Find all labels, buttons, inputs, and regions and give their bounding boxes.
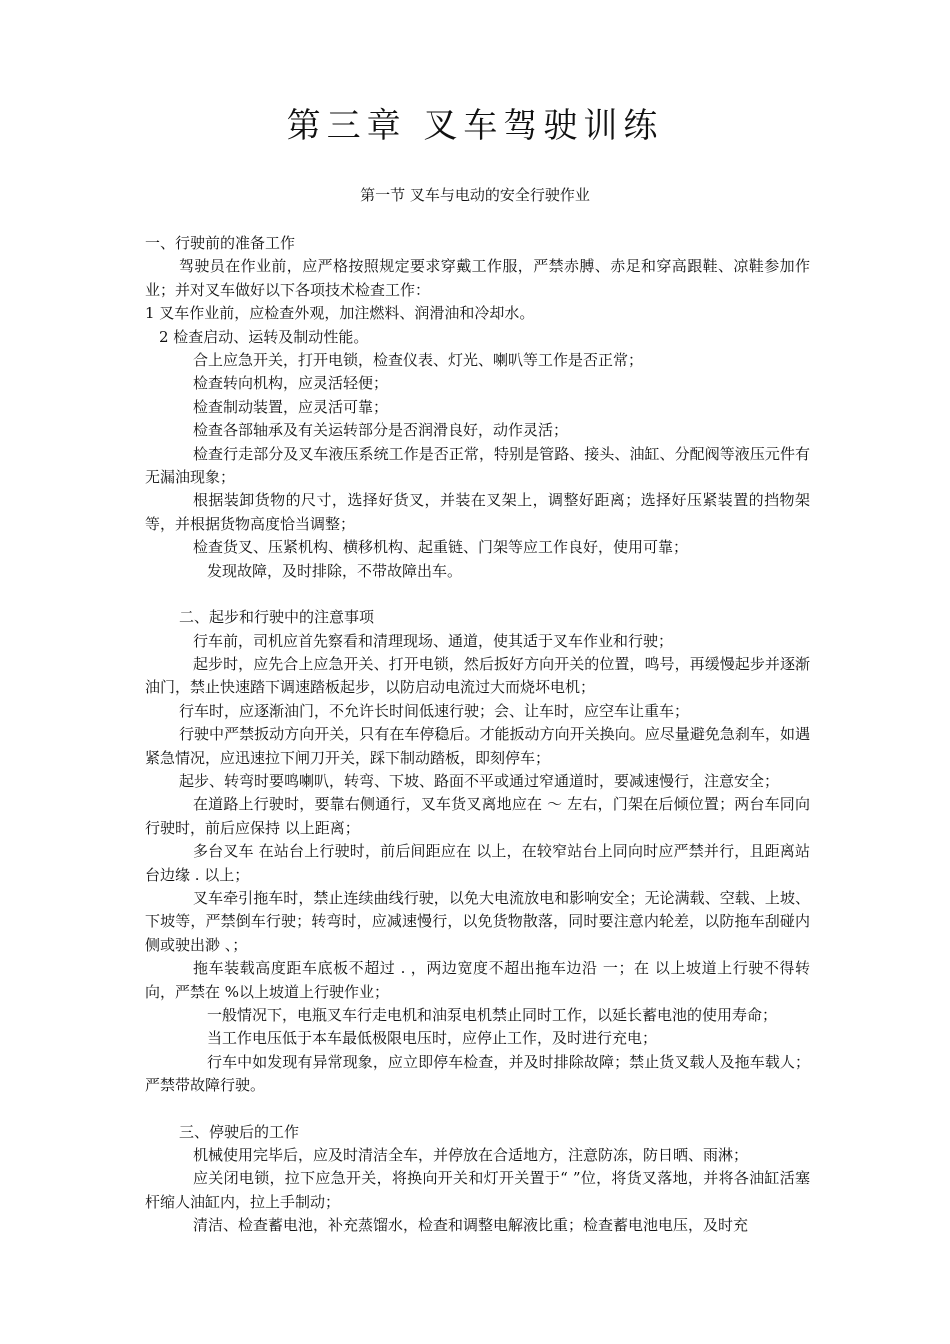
paragraph: 2 检查启动、运转及制动性能。	[159, 327, 369, 346]
paragraph: 行车前，司机应首先察看和清理现场、通道，使其适于叉车作业和行驶；	[193, 631, 674, 650]
paragraph: 机械使用完毕后，应及时清洁全车，并停放在合适地方，注意防冻，防日晒、雨淋；	[193, 1146, 749, 1165]
spacer	[145, 1098, 810, 1121]
section-title: 第一节 叉车与电动的安全行驶作业	[360, 186, 590, 204]
heading-3: 三、停驶后的工作	[179, 1122, 300, 1141]
paragraph: 拖车装载高度距车底板不超过 . ，两边宽度不超出拖车边沿 一；在 以上坡道上行驶不得转向，严禁在 %以上坡道上行驶作业；	[145, 959, 810, 1001]
paragraph: 检查货叉、压紧机构、横移机构、起重链、门架等应工作良好，使用可靠；	[193, 538, 689, 557]
paragraph: 检查行走部分及叉车液压系统工作是否正常，特别是管路、接头、油缸、分配阀等液压元件有无漏油现象；	[145, 444, 810, 487]
paragraph: 行车时，应逐渐油门，不允许长时间低速行驶；会、让车时，应空车让重车；	[179, 701, 690, 720]
document-body	[145, 232, 810, 1238]
spacer	[145, 583, 810, 606]
paragraph: 根据装卸货物的尺寸，选择好货叉，并装在叉架上，调整好距离；选择好压紧装置的挡物架等，并根据货物高度恰当调整；	[145, 491, 810, 533]
paragraph: 检查制动装置，应灵活可靠；	[193, 397, 389, 416]
paragraph: 行车中如发现有异常现象，应立即停车检查，并及时排除故障；禁止货叉载人及拖车载人；严禁带故障行驶。	[145, 1052, 810, 1095]
paragraph: 1 叉车作业前，应检查外观，加注燃料、润滑油和冷却水。	[145, 304, 535, 323]
paragraph: 检查转向机构，应灵活轻便；	[193, 374, 389, 393]
paragraph: 当工作电压低于本车最低极限电压时，应停止工作，及时进行充电；	[207, 1029, 658, 1048]
paragraph: 行驶中严禁扳动方向开关，只有在车停稳后。才能扳动方向开关换向。应尽量避免急刹车，如遇紧急情况，应迅速拉下闸刀开关，踩下制动踏板，即刻停车；	[145, 725, 810, 767]
paragraph: 清洁、检查蓄电池，补充蒸馏水，检查和调整电解液比重；检查蓄电池电压，及时充	[193, 1216, 749, 1235]
paragraph: 驾驶员在作业前，应严格按照规定要求穿戴工作服，严禁赤膊、赤足和穿高跟鞋、凉鞋参加作业；并对叉车做好以下各项技术检查工作：	[145, 257, 810, 299]
paragraph: 一般情况下，电瓶叉车行走电机和油泵电机禁止同时工作，以延长蓄电池的使用寿命；	[207, 1006, 778, 1024]
paragraph: 起步时，应先合上应急开关、打开电锁，然后扳好方向开关的位置，鸣号，再缓慢起步并逐渐油门，禁止快速踏下调速踏板起步，以防启动电流过大而烧坏电机；	[145, 654, 810, 697]
paragraph: 叉车牵引拖车时，禁止连续曲线行驶，以免大电流放电和影响安全；无论满载、空载、上坡、下坡等，严禁倒车行驶；转弯时，应减速慢行，以免货物散落，同时要注意内轮差，以防拖车刮碰内侧或驶出渺 、；	[145, 888, 810, 954]
paragraph: 多台叉车 在站台上行驶时，前后间距应在 以上，在较窄站台上同向时应严禁并行，且距离站台边缘 . 以上；	[145, 842, 810, 884]
chapter-title: 第三章 叉车驾驶训练	[286, 106, 664, 146]
paragraph: 检查各部轴承及有关运转部分是否润滑良好，动作灵活；	[193, 421, 569, 440]
paragraph: 合上应急开关，打开电锁，检查仪表、灯光、喇叭等工作是否正常；	[193, 351, 644, 370]
paragraph: 应关闭电锁，拉下应急开关，将换向开关和灯开关置于“ ”位，将货叉落地，并将各油缸活塞杆缩人油缸内，拉上手制动；	[145, 1169, 810, 1211]
paragraph: 在道路上行驶时，要靠右侧通行，叉车货叉离地应在 ～ 左右，门架在后倾位置；两台车同向行驶时，前后应保持 以上距离；	[145, 795, 810, 837]
paragraph: 发现故障，及时排除，不带故障出车。	[207, 561, 463, 580]
heading-2: 二、起步和行驶中的注意事项	[179, 608, 375, 627]
paragraph: 起步、转弯时要鸣喇叭，转弯、下坡、路面不平或通过窄通道时，要减速慢行，注意安全；	[179, 771, 780, 790]
heading-1: 一、行驶前的准备工作	[145, 234, 296, 252]
